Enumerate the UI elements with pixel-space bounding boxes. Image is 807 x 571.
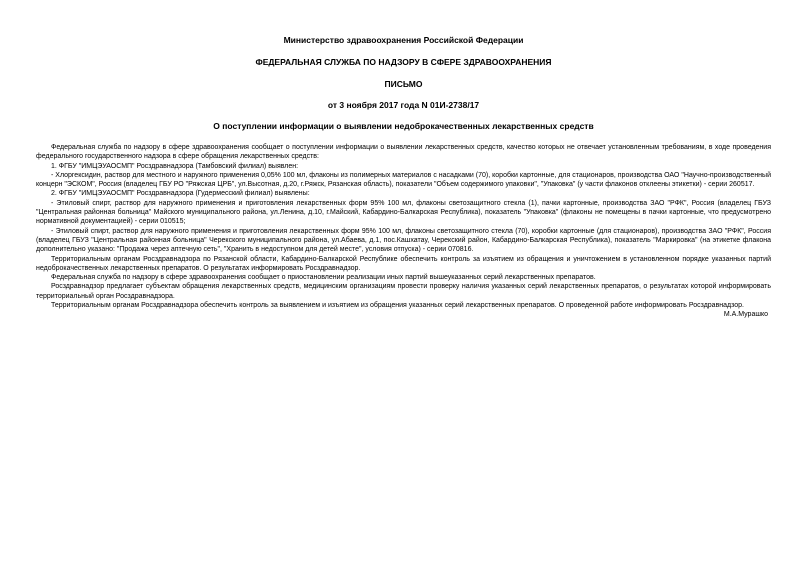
item1-title: 1. ФГБУ "ИМЦЭУАОСМП" Росздравнадзора (Тамбовский филиал) выявлен:	[51, 162, 299, 170]
item1-drug-paragraph: - Хлоргексидин, раствор для местного и наружного применения 0,05% 100 мл, флаконы из полимерных материалов с насадками (70), коробки картонные, для стационаров, производства ОАО "Научно-производственный концерн "ЭСКОМ", Россия (владелец ГБУ РО "Ряжская ЦРБ", ул.Высотная, д.20, г.Ряжск, Рязанская область), показатели "Объем содержимого упаковки", "Упаковка" (у части флаконов отклеены этикетки) - серии 260517.	[36, 171, 771, 189]
item2-title: 2. ФГБУ "ИМЦЭУАОСМП" Росздравнадзора (Гудермесский филиал) выявлены:	[51, 190, 310, 198]
suspension-paragraph: Федеральная служба по надзору в сфере здравоохранения сообщает о приостановлении реализации иных партий вышеуказанных серий лекарственных препаратов.	[51, 274, 596, 282]
territorial-instruction-paragraph: Территориальным органам Росздравнадзора по Рязанской области, Кабардино-Балкарской Республике обеспечить контроль за изъятием из обращения и уничтожением в установленном порядке указанных партий недоброкачественных лекарственных препаратов. О результатах информировать Росздравнадзор.	[36, 255, 771, 272]
item2-drug2-paragraph: - Этиловый спирт, раствор для наружного применения и приготовления лекарственных форм 95% 100 мл, флаконы светозащитного стекла (70), коробки картонные (для стационаров), производства ЗАО "РФК", Россия (владелец ГБУЗ "Центральная районная больница" Черекского муниципального района, ул.Абаева, д.1, пос.Кашхатау, Черекский район, Кабардино-Балкарская Республика), показатель "Маркировка" (на этикетке флакона дополнительно указано: "Продажа через аптечную сеть", "Хранить в недоступном для детей месте", условия отпуска) - серии 070816.	[36, 227, 771, 254]
service-heading: ФЕДЕРАЛЬНАЯ СЛУЖБА ПО НАДЗОРУ В СФЕРЕ ЗДРАВООХРАНЕНИЯ	[255, 57, 552, 67]
signature: М.А.Мурашко	[723, 311, 768, 319]
subject-heading: О поступлении информации о выявлении недоброкачественных лекарственных средств	[213, 121, 594, 131]
document-type-heading: ПИСЬМО	[384, 79, 423, 89]
letter-body	[36, 143, 771, 310]
ministry-heading: Министерство здравоохранения Российской Федерации	[283, 35, 524, 45]
territorial-control-paragraph: Территориальным органам Росздравнадзора обеспечить контроль за выявлением и изъятием из обращения указанных серий лекарственных препаратов. О проведенной работе информировать Росздравнадзор.	[51, 302, 744, 310]
item2-drug1-paragraph: - Этиловый спирт, раствор для наружного применения и приготовления лекарственных форм 95% 100 мл, флаконы светозащитного стекла (1), пачки картонные, производства ЗАО "РФК", Россия (владелец ГБУЗ "Центральная районная больница" Майского муниципального района, ул.Ленина, д.10, г.Майский, Кабардино-Балкарская Республика), показатель "Упаковка" (флаконы не помещены в пачки картонные, что предусмотрено нормативной документацией) - серии 010515;	[36, 199, 771, 226]
letter-page	[36, 0, 771, 320]
proposal-paragraph: Росздравнадзор предлагает субъектам обращения лекарственных средств, медицинским организациям провести проверку наличия указанных серий лекарственных препаратов, о результатах которой информировать территориальный орган Росздравнадзора.	[36, 283, 771, 300]
intro-paragraph: Федеральная служба по надзору в сфере здравоохранения сообщает о поступлении информации о выявлении лекарственных средств, качество которых не отвечает установленным требованиям, в ходе проведения федерального государственного надзора в сфере обращения лекарственных средств:	[36, 144, 771, 161]
date-number-heading: от 3 ноября 2017 года N 01И-2738/17	[327, 100, 480, 110]
